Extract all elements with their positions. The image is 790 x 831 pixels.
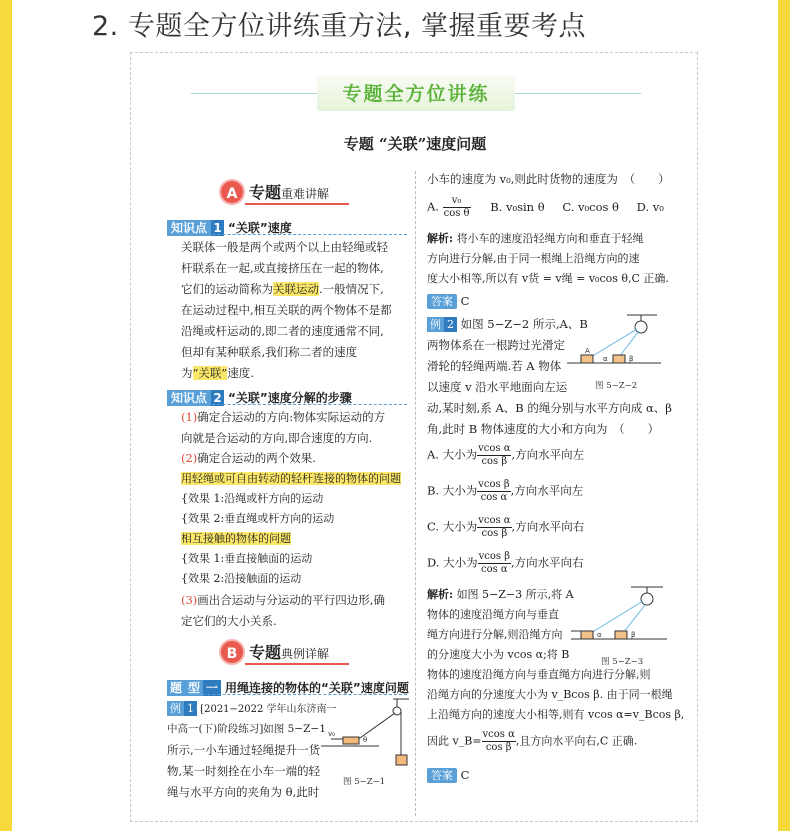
kp2-effect: {效果 1:垂直接触面的运动 — [181, 552, 313, 565]
section-b-underline — [245, 663, 349, 665]
question-options-1: A. $\frac{\text{v₀}}{\text{cos θ}}$ B. v₀sin θ C. v₀cos θ D. v₀ — [427, 195, 664, 219]
svg-text:θ: θ — [363, 736, 368, 744]
type-tag: 题 — [167, 680, 185, 696]
right-yellow-border — [778, 0, 790, 831]
book-page-card — [130, 52, 698, 822]
section-b-badge: B — [219, 639, 245, 665]
svg-text:v₀: v₀ — [328, 730, 335, 738]
kp1-line: 它们的运动简称为关联运动.一般情况下, — [181, 282, 384, 296]
answer-2: 答案 C — [427, 767, 469, 783]
figure-caption: 图 5−Z−1 — [343, 777, 386, 787]
section-b-title: 专题典例详解 — [249, 643, 330, 662]
option-2-d: D. 大小为 $\frac{\text{vcos β}}{\text{cos α}}$ ,方向水平向右 — [427, 551, 584, 575]
page-heading: 2. 专题全方位讲练重方法, 掌握重要考点 — [92, 11, 587, 42]
kp1-line: 但却有某种联系,我们称二者的速度 — [181, 345, 358, 359]
kp2-line: (1)确定合运动的方向:物体实际运动的方 — [181, 410, 386, 424]
figure-caption: 图 5−Z−2 — [595, 381, 638, 391]
example-1-line: 绳与水平方向的夹角为 θ,此时 — [167, 785, 320, 799]
kp2-effect: {效果 2:垂直绳或杆方向的运动 — [181, 512, 335, 525]
figure-5-z-3 — [569, 581, 669, 647]
analysis-line: 因此 v_B= $\frac{\text{vcos α}}{\text{cos β}}$ ,且方向水平向右,C 正确. — [427, 729, 638, 753]
figure-caption: 图 5−Z−3 — [601, 657, 644, 667]
banner-right-line — [515, 93, 641, 94]
type-title: 用绳连接的物体的“关联”速度问题 — [225, 681, 409, 695]
banner-left-line — [191, 93, 317, 94]
analysis-line: 物体的速度沿绳方向与垂直 — [427, 608, 559, 621]
kp2-line: (3)画出合运动与分运动的平行四边形,确 — [181, 593, 385, 607]
analysis-line: 上沿绳方向的速度大小相等,则有 vcos α=v_Bcos β, — [427, 708, 685, 721]
banner-title: 专题全方位讲练 — [342, 83, 490, 105]
analysis-line: 绳方向进行分解,则沿绳方向 — [427, 628, 563, 641]
knowledge-point-2 — [167, 387, 352, 405]
kp2-effect: {效果 1:沿绳或杆方向的运动 — [181, 492, 324, 505]
svg-text:β: β — [631, 631, 636, 639]
analysis-line: 物体的速度沿绳方向与垂直绳方向进行分解,则 — [427, 668, 651, 681]
kp-num: 2 — [211, 390, 224, 406]
option-2-b: B. 大小为 $\frac{\text{vcos β}}{\text{cos α}}$ ,方向水平向左 — [427, 479, 584, 503]
example-1-line: 中高一(下)阶段练习]如图 5−Z−1 — [167, 723, 326, 735]
kp2-highlight-2: 相互接触的物体的问题 — [181, 532, 291, 545]
kp-num: 1 — [211, 220, 224, 236]
kp2-line: 定它们的大小关系. — [181, 614, 277, 628]
option-2-c: C. 大小为 $\frac{\text{vcos α}}{\text{cos β}}$ ,方向水平向右 — [427, 515, 585, 539]
question-type-1 — [167, 677, 409, 695]
kp2-highlight-1: 用轻绳或可自由转动的轻杆连接的物体的问题 — [181, 472, 401, 485]
example-2-line: 以速度 v 沿水平地面向左运 — [427, 380, 568, 394]
example-1-line: 例 1 [2021−2022 学年山东济南一 — [167, 701, 337, 718]
kp1-line: 关联体一般是两个或两个以上由轻绳或轻 — [181, 240, 388, 254]
section-banner — [317, 75, 515, 111]
analysis-line: 方向进行分解,由于同一根绳上沿绳方向的速 — [427, 252, 640, 265]
kp1-line: 在运动过程中,相互关联的两个物体不是都 — [181, 303, 392, 317]
kp-tag: 知识点 — [167, 390, 211, 406]
example-2-line: 角,此时 B 物体速度的大小和方向为 （ ） — [427, 422, 660, 436]
kp-tag: 知识点 — [167, 220, 211, 236]
answer-1: 答案 C — [427, 293, 469, 309]
type-tag: 型 — [185, 680, 203, 696]
section-a-badge: A — [219, 179, 245, 205]
topic-title: 专题 “关联”速度问题 — [343, 135, 487, 153]
kp2-effect: {效果 2:沿接触面的运动 — [181, 572, 302, 585]
analysis-line: 沿绳方向的分速度大小为 v_Bcos β. 由于同一根绳 — [427, 688, 673, 701]
option-2-a: A. 大小为 $\frac{\text{vcos α}}{\text{cos β}}$ ,方向水平向左 — [427, 443, 585, 467]
analysis-line: 解析: 如图 5−Z−3 所示,将 A — [427, 588, 574, 601]
left-yellow-border — [0, 0, 12, 831]
example-2-line: 两物体系在一根跨过光滑定 — [427, 338, 565, 352]
kp2-line: (2)确定合运动的两个效果. — [181, 451, 316, 465]
figure-5-z-2 — [565, 309, 665, 375]
kp-rule — [167, 234, 407, 235]
figure-5-z-1 — [319, 695, 411, 777]
analysis-line: 的分速度大小为 vcos α;将 B — [427, 648, 570, 661]
knowledge-point-1 — [167, 217, 292, 235]
svg-text:α: α — [597, 631, 602, 639]
kp1-line: 杆联系在一起,或直接挤压在一起的物体, — [181, 261, 384, 275]
kp1-line: 沿绳或杆运动的,即二者的速度通常不同, — [181, 324, 384, 338]
column-separator — [415, 171, 416, 816]
question-text: 小车的速度为 v₀,则此时货物的速度为 （ ） — [427, 172, 670, 186]
analysis-line: 解析: 将小车的速度沿轻绳方向和垂直于轻绳 — [427, 232, 644, 245]
svg-text:α: α — [603, 355, 608, 363]
example-1-line: 所示,一小车通过轻绳提升一货 — [167, 743, 321, 757]
example-1-line: 物,某一时刻拴在小车一端的轻 — [167, 764, 321, 778]
section-a-underline — [245, 203, 349, 205]
example-2-line: 动,某时刻,系 A、B 的绳分别与水平方向成 α、β — [427, 401, 672, 415]
example-2-line: 例 2 如图 5−Z−2 所示,A、B — [427, 316, 588, 332]
kp2-line: 向就是合运动的方向,即合速度的方向. — [181, 431, 373, 445]
analysis-line: 度大小相等,所以有 v货 = v绳 = v₀cos θ,C 正确. — [427, 272, 669, 285]
type-num: 一 — [203, 680, 221, 696]
kp-title: “关联”速度 — [228, 221, 292, 235]
example-2-line: 滑轮的轻绳两端.若 A 物体 — [427, 359, 562, 373]
svg-text:A: A — [585, 347, 590, 355]
kp-title: “关联”速度分解的步骤 — [228, 391, 352, 405]
svg-text:β: β — [629, 355, 634, 363]
section-a-title: 专题重难讲解 — [249, 183, 330, 202]
kp1-line: 为“关联”速度. — [181, 366, 254, 380]
kp-rule — [167, 404, 407, 405]
